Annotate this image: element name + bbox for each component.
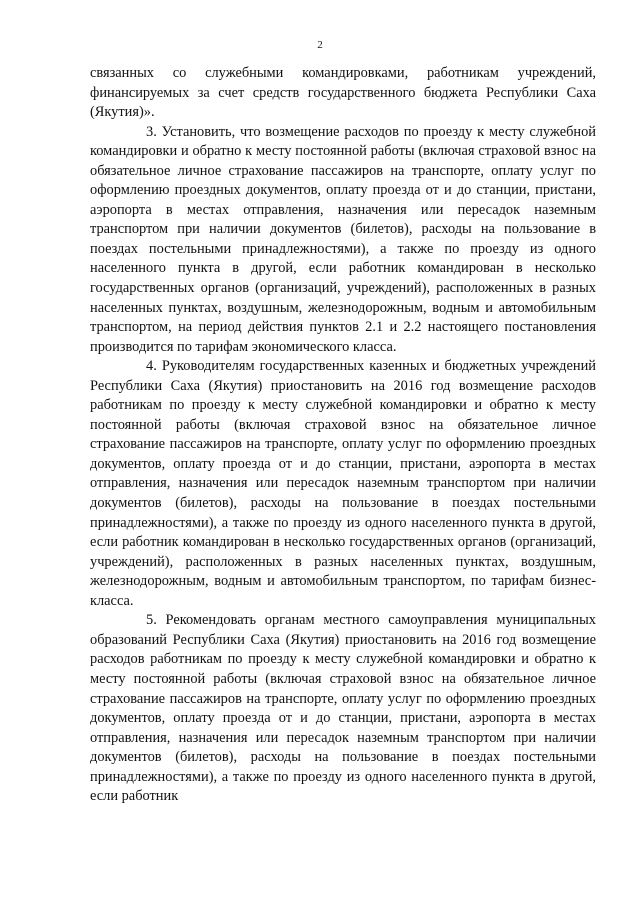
paragraph-item-3: 3. Установить, что возмещение расходов по проезду к месту служебной командировки и обратно к месту постоянной работы (включая страховой взнос на обязательное личное страхование пассажиров на транспорте, оплату услуг по оформлению проездных документов, оплату проезда от и до станции, пристани, аэропорта в местах отправления, назначения или пересадок наземным транспортом при наличии документов (билетов), расходы на пользование в поездах постельными принадлежностями), а также по проезду из одного населенного пункта в другой, если работник командирован в несколько государственных органов (организаций, учреждений), расположенных в разных населенных пунктах, воздушным, железнодорожным, водным и автомобильным транспортом, на период действия пунктов 2.1 и 2.2 настоящего постановления производится по тарифам экономического класса. [90,123,596,355]
paragraph-item-5: 5. Рекомендовать органам местного самоуправления муниципальных образований Республики Саха (Якутия) приостановить на 2016 год возмещение расходов работникам по проезду к месту служебной командировки и обратно к месту постоянной работы (включая страховой взнос на обязательное личное страхование пассажиров на транспорте, оплату услуг по оформлению проездных документов, оплату проезда от и до станции, пристани, аэропорта в местах отправления, назначения или пересадок наземным транспортом при наличии документов (билетов), расходы на пользование в поездах постельными принадлежностями), а также по проезду из одного населенного пункта в другой, если работник [90,612,596,805]
page-number: 2 [317,39,323,51]
document-body [90,64,596,807]
paragraph-item-4: 4. Руководителям государственных казенных и бюджетных учреждений Республики Саха (Якутия) приостановить на 2016 год возмещение расходов работникам по проезду к месту служебной командировки и обратно к месту постоянной работы (включая страховой взнос на обязательное личное страхование пассажиров на транспорте, оплату услуг по оформлению проездных документов, оплату проезда от и до станции, пристани, аэропорта в местах отправления, назначения или пересадок наземным транспортом при наличии документов (билетов), расходы на пользование в поездах постельными принадлежностями), а также по проезду из одного населенного пункта в другой, если работник командирован в несколько государственных органов (организаций, учреждений), расположенных в разных населенных пунктах, воздушным, железнодорожным, водным и автомобильным транспортом, по тарифам бизнес-класса. [90,358,596,609]
paragraph-continuation: связанных со служебными командировками, работникам учреждений, финансируемых за счет средств государственного бюджета Республики Саха (Якутия)». [90,65,596,121]
